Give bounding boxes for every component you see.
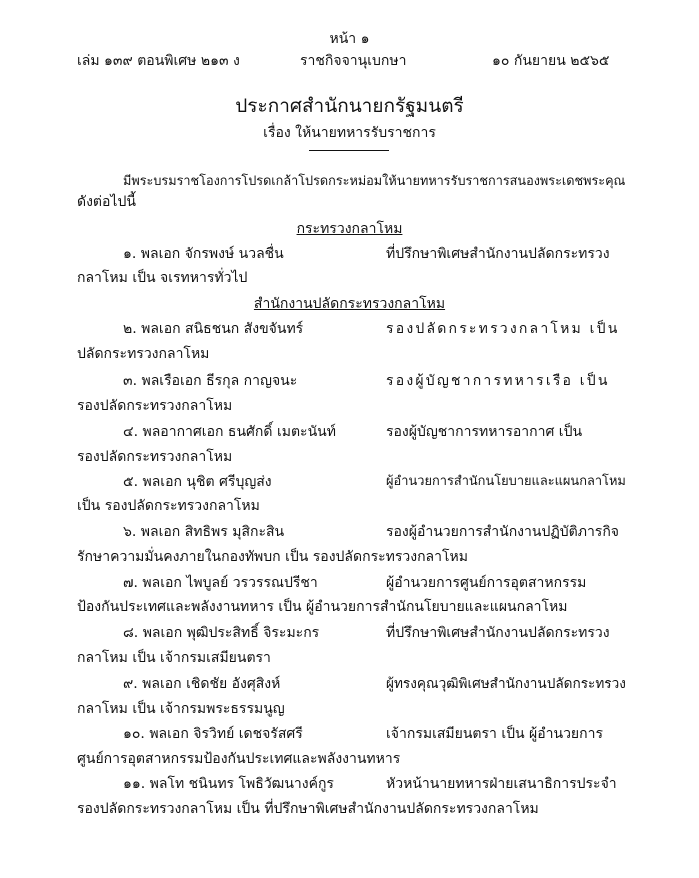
issue-date: ๑๐ กันยายน ๒๕๖๕ xyxy=(492,53,610,69)
entry-continuation: กลาโหม เป็น เจ้ากรมพระธรรมนูญ xyxy=(77,701,285,717)
entry-continuation: เป็น รองปลัดกระทรวงกลาโหม xyxy=(77,498,260,514)
document-subject: เรื่อง ให้นายทหารรับราชการ xyxy=(263,125,436,141)
entry-position: ผู้อำนวยการศูนย์การอุตสาหกรรม xyxy=(386,575,587,591)
entry-position: รองผู้บัญชาการทหารอากาศ เป็น xyxy=(386,424,583,440)
intro-line-1: มีพระบรมราชโองการโปรดเกล้าโปรดกระหม่อมให้นายทหารรับราชการสนองพระเดชพระคุณ xyxy=(123,173,626,188)
entry-position: เจ้ากรมเสมียนตรา เป็น ผู้อำนวยการ xyxy=(386,726,603,742)
entry-name: ๘. พลเอก พุฒิประสิทธิ์ จิระมะกร xyxy=(123,625,320,641)
entry-position: หัวหน้านายทหารฝ่ายเสนาธิการประจำ xyxy=(386,776,617,792)
entry-name: ๙. พลเอก เชิดชัย อังศุสิงห์ xyxy=(123,676,281,692)
entry-continuation: รองปลัดกระทรวงกลาโหม xyxy=(77,449,233,465)
section-heading-ministry: กระทรวงกลาโหม xyxy=(296,221,403,237)
entry-continuation: กลาโหม เป็น จเรทหารทั่วไป xyxy=(77,270,248,286)
entry-name: ๑๐. พลเอก จิรวิทย์ เดชจรัสศรี xyxy=(123,726,303,742)
entry-continuation: รักษาความมั่นคงภายในกองทัพบก เป็น รองปลัดกระทรวงกลาโหม xyxy=(77,549,468,565)
entry-continuation: ศูนย์การอุตสาหกรรมป้องกันประเทศและพลังงานทหาร xyxy=(77,751,401,767)
entry-name: ๕. พลเอก นุชิต ศรีบุญส่ง xyxy=(123,474,272,490)
entry-continuation: รองปลัดกระทรวงกลาโหม เป็น ที่ปรึกษาพิเศษสำนักงานปลัดกระทรวงกลาโหม xyxy=(77,801,539,817)
gazette-name: ราชกิจจานุเบกษา xyxy=(300,53,407,69)
page-number: หน้า ๑ xyxy=(329,31,370,47)
entry-position: ที่ปรึกษาพิเศษสำนักงานปลัดกระทรวง xyxy=(386,625,610,641)
entry-position: ที่ปรึกษาพิเศษสำนักงานปลัดกระทรวง xyxy=(386,246,610,262)
entry-position: รองปลัดกระทรวงกลาโหม เป็น xyxy=(386,321,620,337)
entry-continuation: กลาโหม เป็น เจ้ากรมเสมียนตรา xyxy=(77,650,271,666)
entry-name: ๓. พลเรือเอก ธีรกุล กาญจนะ xyxy=(123,373,298,389)
entry-name: ๑๑. พลโท ชนินทร โพธิวัฒนางค์กูร xyxy=(123,776,334,792)
entry-name: ๒. พลเอก สนิธชนก สังขจันทร์ xyxy=(123,321,304,337)
entry-name: ๔. พลอากาศเอก ธนศักดิ์ เมตะนันท์ xyxy=(123,424,336,440)
entry-position: รองผู้บัญชาการทหารเรือ เป็น xyxy=(386,373,610,389)
entry-continuation: ป้องกันประเทศและพลังงานทหาร เป็น ผู้อำนวยการสำนักนโยบายและแผนกลาโหม xyxy=(77,599,568,615)
volume-info: เล่ม ๑๓๙ ตอนพิเศษ ๒๑๓ ง xyxy=(77,53,240,69)
title-divider xyxy=(309,150,389,151)
entry-name: ๑. พลเอก จักรพงษ์ นวลชื่น xyxy=(123,246,284,262)
document-title: ประกาศสำนักนายกรัฐมนตรี xyxy=(235,95,464,117)
section-heading-office: สำนักงานปลัดกระทรวงกลาโหม xyxy=(253,296,446,312)
entry-name: ๖. พลเอก สิทธิพร มุสิกะสิน xyxy=(123,524,285,540)
intro-line-2: ดังต่อไปนี้ xyxy=(77,194,136,210)
entry-position: รองผู้อำนวยการสำนักงานปฏิบัติภารกิจ xyxy=(386,524,620,540)
entry-continuation: รองปลัดกระทรวงกลาโหม xyxy=(77,398,233,414)
entry-position: ผู้ทรงคุณวุฒิพิเศษสำนักงานปลัดกระทรวง xyxy=(386,676,626,692)
entry-continuation: ปลัดกระทรวงกลาโหม xyxy=(77,346,210,362)
entry-position: ผู้อำนวยการสำนักนโยบายและแผนกลาโหม xyxy=(386,474,626,489)
entry-name: ๗. พลเอก ไพบูลย์ วรวรรณปรีชา xyxy=(123,575,318,591)
